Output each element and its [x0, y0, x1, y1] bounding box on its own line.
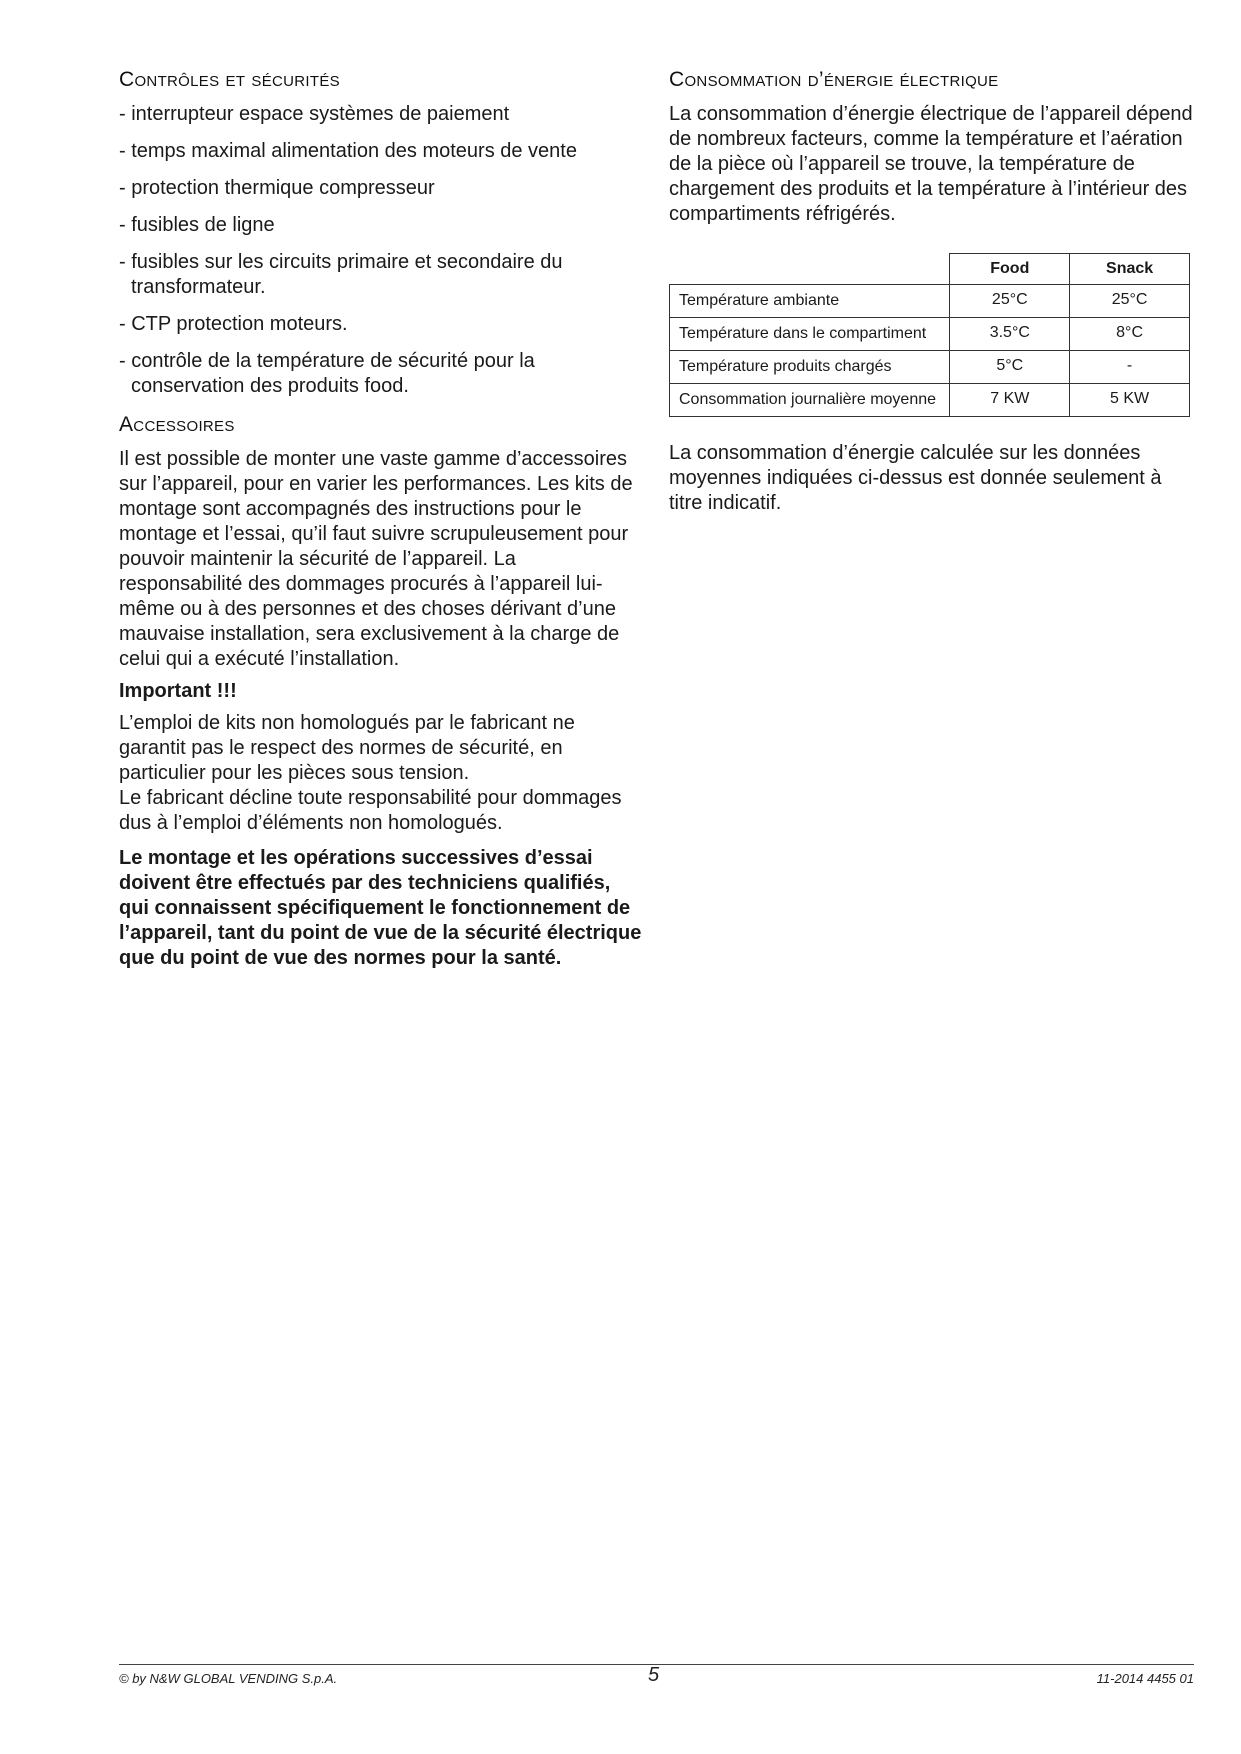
table-cell: 25°C	[950, 285, 1070, 318]
list-item: - temps maximal alimentation des moteurs de vente	[119, 140, 577, 162]
table-header-cell: Food	[950, 254, 1070, 285]
important-paragraph-1: L’emploi de kits non homologués par le fabricant ne garantit pas le respect des normes de sécurité, en particulier pour les pièces sous tension.	[119, 712, 575, 784]
table-header-row	[670, 254, 1190, 285]
energy-table	[669, 253, 1190, 417]
table-row	[670, 384, 1190, 417]
energy-note-paragraph: La consommation d’énergie calculée sur les données moyennes indiquées ci-dessus est donnée seulement à titre indicatif.	[669, 442, 1162, 514]
table-cell: 8°C	[1070, 318, 1190, 351]
accessories-paragraph: Il est possible de monter une vaste gamme d’accessoires sur l’appareil, pour en varier les performances. Les kits de montage sont accompagnés des instructions pour le montage et l’essai, qu’il faut suivre scrupuleusement pour pouvoir maintenir la sécurité de l’appareil. La responsabilité des dommages procurés à l’appareil lui-même ou à des personnes et des choses dérivant d’une mauvaise installation, sera exclusivement à la charge de celui qui a exécuté l’installation.	[119, 448, 633, 670]
important-paragraph-2: Le fabricant décline toute responsabilité pour dommages dus à l’emploi d’éléments non homologués.	[119, 787, 622, 834]
table-cell: Température dans le compartiment	[670, 318, 950, 351]
accessories-heading: Accessoires	[119, 413, 235, 436]
table-row	[670, 285, 1190, 318]
table-row	[670, 318, 1190, 351]
footer-doc-code: 11-2014 4455 01	[1096, 1671, 1194, 1686]
controls-list	[119, 102, 644, 399]
important-label: Important !!!	[119, 680, 237, 702]
list-item: - fusibles de ligne	[119, 214, 275, 236]
table-header-cell: Snack	[1070, 254, 1190, 285]
table-cell: 5°C	[950, 351, 1070, 384]
table-cell: 7 KW	[950, 384, 1070, 417]
list-item: - CTP protection moteurs.	[119, 313, 348, 335]
table-cell: Consommation journalière moyenne	[670, 384, 950, 417]
footer-copyright: © by N&W GLOBAL VENDING S.p.A.	[119, 1671, 338, 1686]
list-item: - fusibles sur les circuits primaire et secondaire du transformateur.	[119, 251, 563, 298]
left-column	[119, 68, 644, 991]
table-cell: 5 KW	[1070, 384, 1190, 417]
energy-heading: Consommation d’énergie électrique	[669, 68, 999, 91]
list-item: - contrôle de la température de sécurité pour la conservation des produits food.	[119, 350, 535, 397]
list-item: - protection thermique compresseur	[119, 177, 435, 199]
table-cell: 25°C	[1070, 285, 1190, 318]
table-cell: Température ambiante	[670, 285, 950, 318]
table-cell: 3.5°C	[950, 318, 1070, 351]
energy-intro-paragraph: La consommation d’énergie électrique de l’appareil dépend de nombreux facteurs, comme la température et l’aération de la pièce où l’appareil se trouve, la température de chargement des produits et la température à l’intérieur des compartiments réfrigérés.	[669, 103, 1193, 225]
controls-heading: Contrôles et sécurités	[119, 68, 340, 91]
warning-paragraph: Le montage et les opérations successives d’essai doivent être effectués par des techniciens qualifiés, qui connaissent spécifiquement le fonctionnement de l’appareil, tant du point de vue de la sécurité électrique que du point de vue des normes pour la santé.	[119, 847, 642, 969]
table-cell: -	[1070, 351, 1190, 384]
page-number: 5	[648, 1664, 660, 1686]
right-column	[669, 68, 1194, 516]
list-item: - interrupteur espace systèmes de paiement	[119, 103, 510, 125]
table-row	[670, 351, 1190, 384]
table-cell: Température produits chargés	[670, 351, 950, 384]
table-header-cell	[670, 254, 950, 285]
